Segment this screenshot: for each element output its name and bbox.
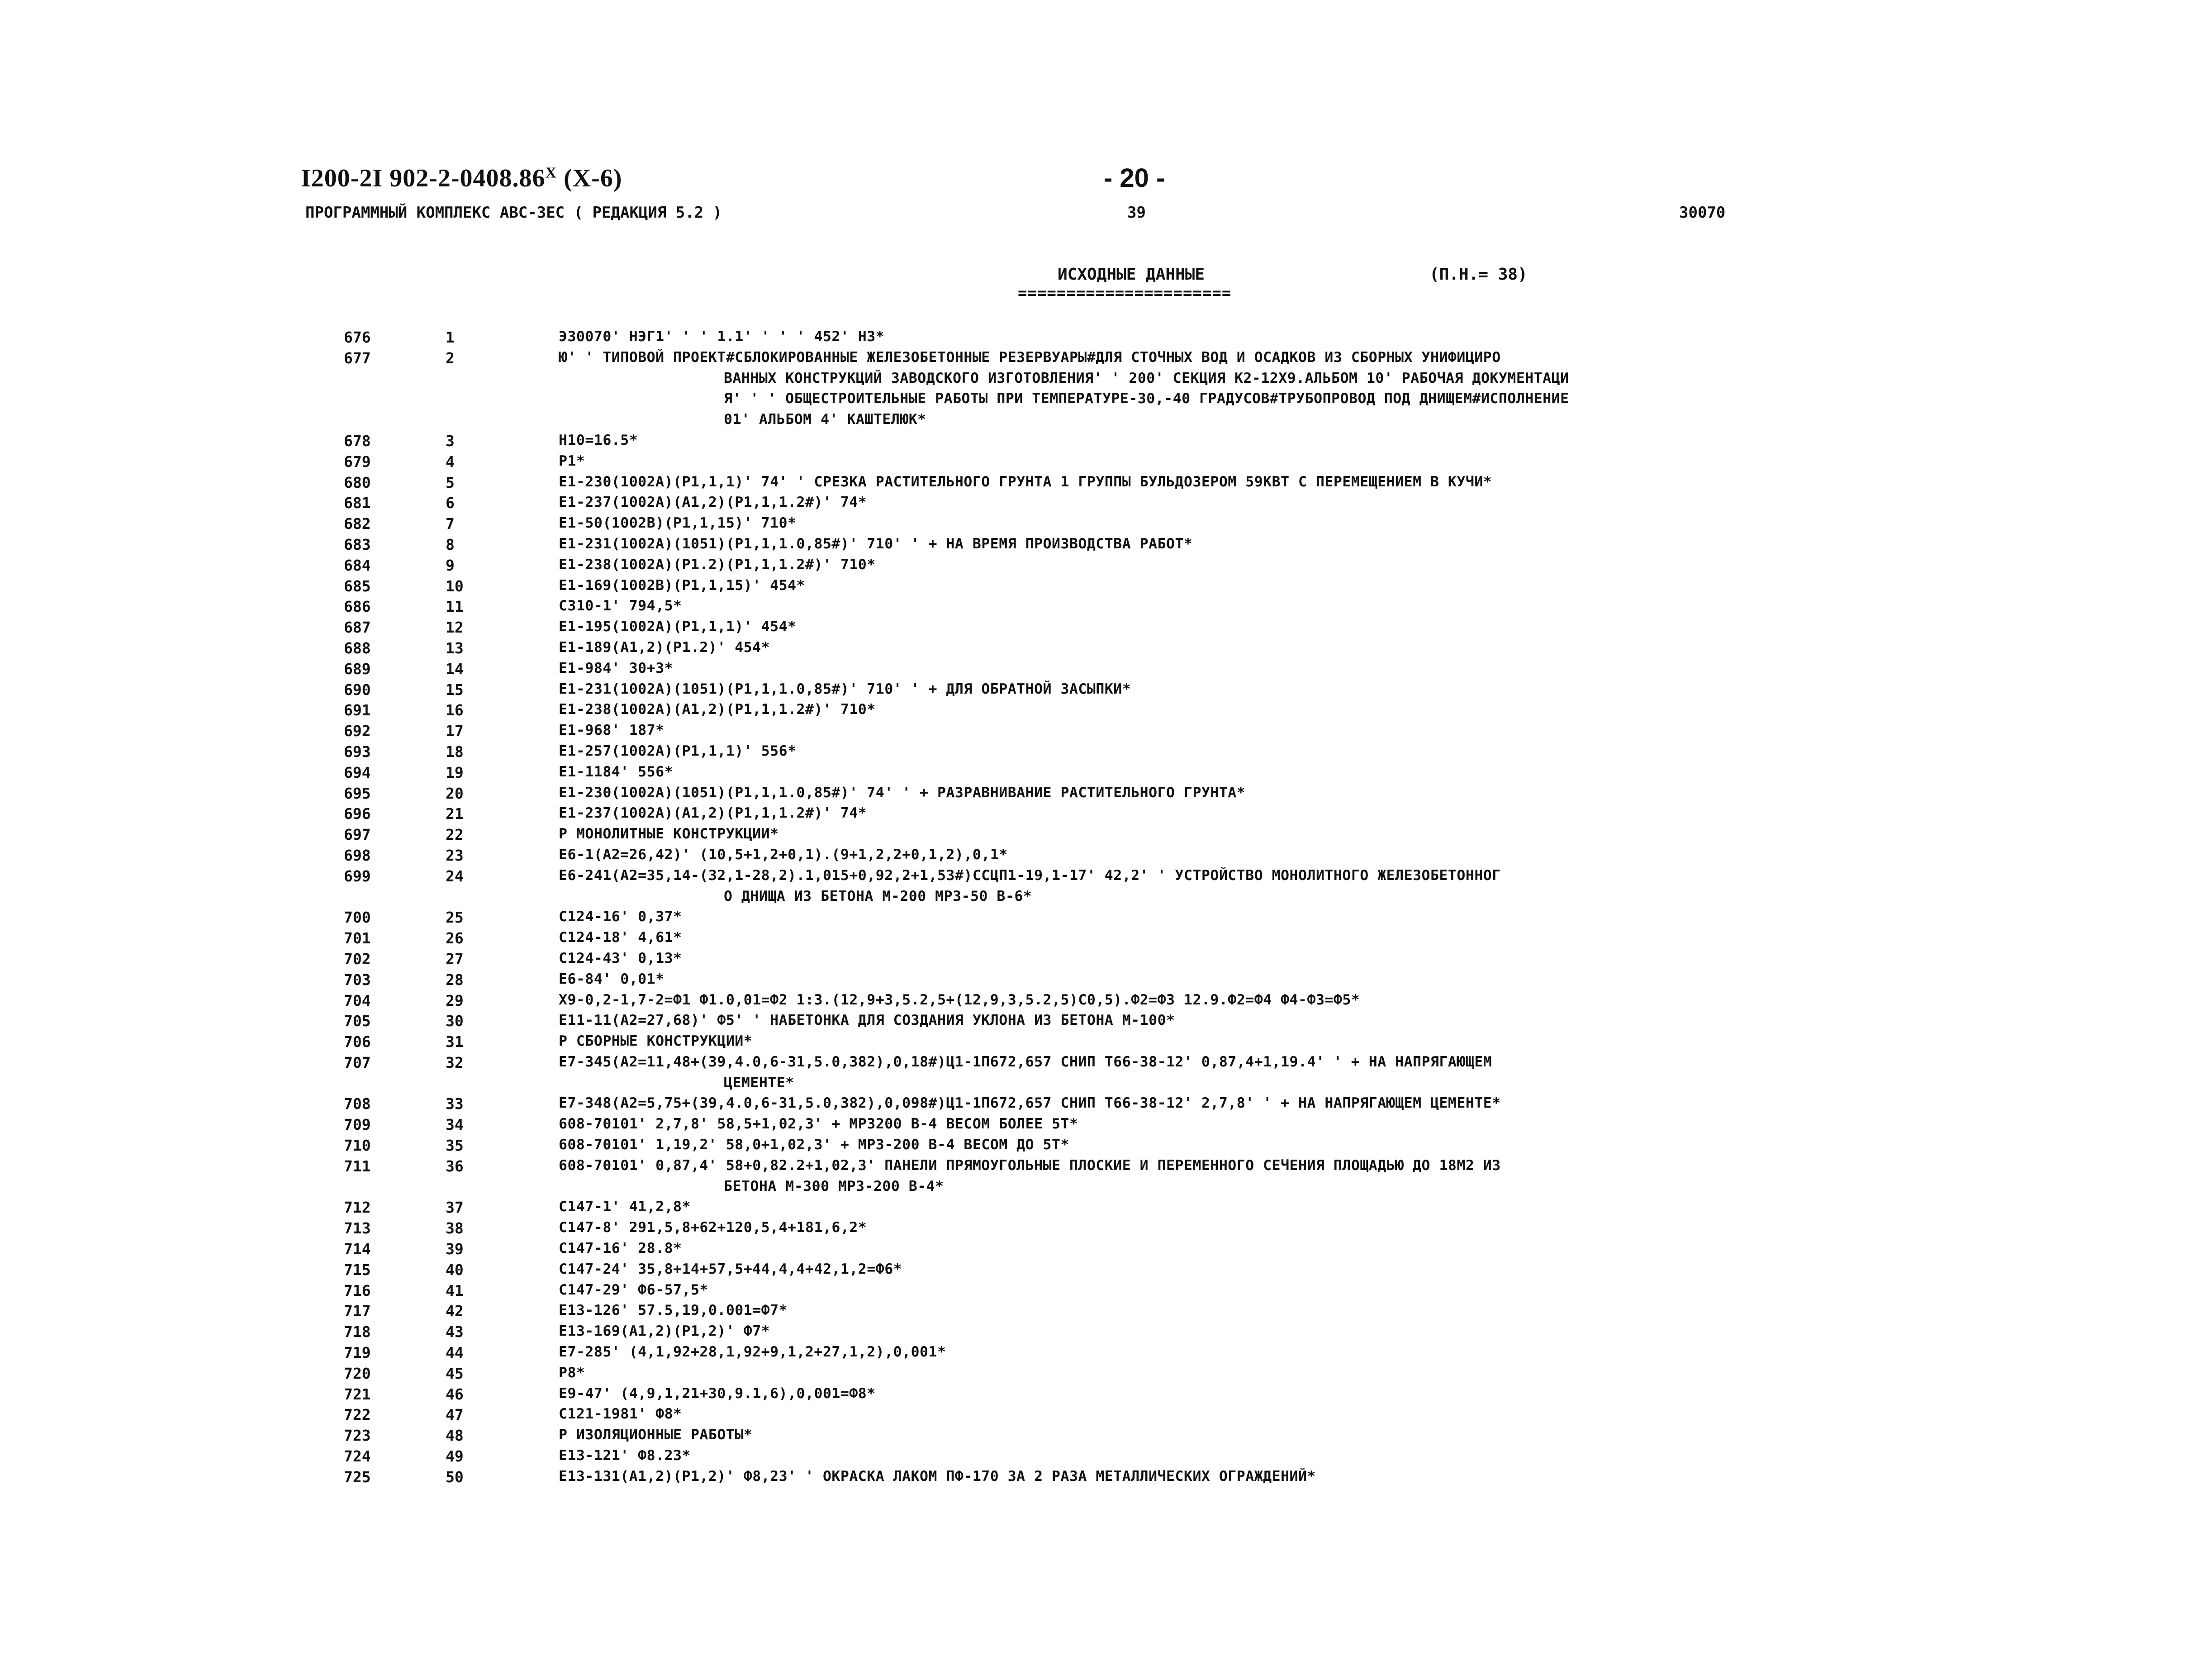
row-local-number: 19 [446,763,464,781]
listing-row [0,1261,2212,1282]
row-global-number: 718 [344,1323,371,1341]
row-text: С147-1' 41,2,8* [559,1199,691,1215]
row-global-number: 691 [344,701,371,719]
row-global-number: 690 [344,680,371,699]
row-local-number: 45 [446,1364,464,1382]
row-local-number: 24 [446,867,464,885]
row-local-number: 7 [446,515,455,533]
row-global-number: 708 [344,1095,371,1113]
listing-row [0,1240,2212,1261]
page-number: - 20 - [1104,163,1165,193]
listing-row [0,619,2212,639]
row-text: 608-70101' 0,87,4' 58+0,82.2+1,02,3' ПАНЕЛИ ПРЯМОУГОЛЬНЫЕ ПЛОСКИЕ И ПЕРЕМЕННОГО СЕЧЕНИЯ ПЛОЩАДЬЮ ДО 18М2 ИЗ [559,1157,1501,1174]
listing-row [0,950,2212,971]
row-global-number: 694 [344,763,371,781]
row-local-number: 10 [446,577,464,595]
listing-row [0,557,2212,577]
row-text: С124-16' 0,37* [559,909,682,925]
listing-row [0,1468,2212,1489]
row-global-number: 704 [344,991,371,1009]
row-text: Е1-238(1002А)(А1,2)(Р1,1,1.2#)' 710* [559,701,876,718]
row-global-number: 723 [344,1427,371,1445]
row-global-number: 713 [344,1219,371,1237]
row-continuation-text: О ДНИЩА ИЗ БЕТОНА М-200 МРЗ-50 В-6* [724,888,1032,904]
row-global-number: 717 [344,1302,371,1320]
row-local-number: 28 [446,971,464,989]
row-local-number: 31 [446,1033,464,1051]
row-text: Е6-1(А2=26,42)' (10,5+1,2+0,1).(9+1,2,2+0,1,2),0,1* [559,846,1008,863]
row-global-number: 716 [344,1281,371,1299]
row-local-number: 37 [446,1199,464,1217]
row-local-number: 49 [446,1447,464,1466]
row-global-number: 720 [344,1364,371,1382]
row-global-number: 724 [344,1447,371,1466]
listing-row [0,536,2212,557]
row-local-number: 17 [446,722,464,740]
row-global-number: 710 [344,1137,371,1155]
row-local-number: 1 [446,328,455,346]
row-global-number: 697 [344,826,371,844]
row-text: Е1-189(А1,2)(Р1.2)' 454* [559,639,770,656]
row-local-number: 41 [446,1281,464,1299]
row-text: Р СБОРНЫЕ КОНСТРУКЦИИ* [559,1033,753,1050]
row-global-number: 707 [344,1053,371,1071]
row-local-number: 11 [446,598,464,616]
row-continuation-text: ЦЕМЕНТЕ* [724,1074,794,1091]
listing-row [0,847,2212,867]
row-global-number: 679 [344,452,371,471]
row-text: Е1-237(1002А)(А1,2)(Р1,1,1.2#)' 74* [559,805,867,822]
listing-row [0,453,2212,474]
listing-row [0,1157,2212,1178]
row-global-number: 689 [344,660,371,678]
row-global-number: 686 [344,598,371,616]
row-text: Р ИЗОЛЯЦИОННЫЕ РАБОТЫ* [559,1427,753,1443]
row-local-number: 5 [446,473,455,491]
listing-row [0,826,2212,847]
listing-row [0,390,2212,411]
row-text: Е1-984' 30+3* [559,660,674,676]
row-text: Е13-121' Ф8.23* [559,1447,691,1464]
listing-row [0,764,2212,785]
listing-row [0,370,2212,391]
row-global-number: 698 [344,846,371,864]
row-local-number: 8 [446,535,455,553]
row-global-number: 681 [344,494,371,512]
row-text: Е1-230(1002А)(1051)(Р1,1,1.0,85#)' 74' ' + РАЗРАВНИВАНИЕ РАСТИТЕЛЬНОГО ГРУНТА* [559,784,1246,801]
listing-row [0,349,2212,370]
row-text: Е1-968' 187* [559,722,665,739]
row-continuation-text: Я' ' ' ОБЩЕСТРОИТЕЛЬНЫЕ РАБОТЫ ПРИ ТЕМПЕРАТУРЕ-30,-40 ГРАДУСОВ#ТРУБОПРОВОД ПОД ДНИЩЕМ#ИСПОЛНЕНИЕ [724,390,1569,407]
listing-row [0,743,2212,764]
listing-row [0,660,2212,681]
row-global-number: 714 [344,1240,371,1258]
section-underline: ====================== [1018,284,1232,302]
row-text: Е6-84' 0,01* [559,971,665,987]
row-text: Р МОНОЛИТНЫЕ КОНСТРУКЦИИ* [559,826,779,842]
row-global-number: 699 [344,867,371,885]
row-global-number: 688 [344,639,371,657]
row-global-number: 711 [344,1157,371,1175]
row-text: Р8* [559,1364,585,1381]
row-text: Е7-285' (4,1,92+28,1,92+9,1,2+27,1,2),0,001* [559,1344,946,1361]
row-global-number: 677 [344,349,371,367]
row-local-number: 50 [446,1468,464,1486]
listing-row [0,1137,2212,1157]
row-text: Е13-126' 57.5,19,0.001=Ф7* [559,1302,788,1319]
listing-row [0,1385,2212,1406]
row-text: С124-43' 0,13* [559,950,682,966]
row-global-number: 692 [344,722,371,740]
listing-row [0,1075,2212,1095]
row-global-number: 676 [344,328,371,346]
row-local-number: 15 [446,680,464,699]
listing-row [0,1323,2212,1344]
listing-row [0,411,2212,432]
row-continuation-text: 01' АЛЬБОМ 4' КАШТЕЛЮК* [724,411,926,428]
listing-row [0,1447,2212,1468]
row-text: Е1-237(1002А)(А1,2)(Р1,1,1.2#)' 74* [559,494,867,511]
row-global-number: 701 [344,929,371,947]
row-global-number: 682 [344,515,371,533]
listing-row [0,785,2212,805]
row-continuation-text: ВАННЫХ КОНСТРУКЦИЙ ЗАВОДСКОГО ИЗГОТОВЛЕНИЯ' ' 200' СЕКЦИЯ К2-12Х9.АЛЬБОМ 10' РАБОЧАЯ ДОКУМЕНТАЦИ [724,370,1569,386]
listing-row [0,1054,2212,1075]
row-text: Е1-231(1002А)(1051)(Р1,1,1.0,85#)' 710' ' + НА ВРЕМЯ ПРОИЗВОДСТВА РАБОТ* [559,535,1193,552]
listing-row [0,494,2212,515]
listing-row [0,1406,2212,1427]
row-local-number: 21 [446,805,464,823]
listing-row [0,474,2212,495]
listing-row [0,971,2212,992]
section-title: ИСХОДНЫЕ ДАННЫЕ [1058,265,1205,284]
row-text: Е1-1184' 556* [559,763,674,780]
row-text: С147-29' Ф6-57,5* [559,1281,708,1298]
listing-row [0,681,2212,702]
listing-row [0,328,2212,349]
row-text: Ю' ' ТИПОВОЙ ПРОЕКТ#СБЛОКИРОВАННЫЕ ЖЕЛЕЗОБЕТОННЫЕ РЕЗЕРВУАРЫ#ДЛЯ СТОЧНЫХ ВОД И ОСАДКОВ ИЗ СБОРНЫХ УНИФИЦИРО [559,349,1501,366]
row-local-number: 3 [446,432,455,450]
row-continuation-text: БЕТОНА М-300 МРЗ-200 В-4* [724,1178,944,1194]
row-text: Е1-231(1002А)(1051)(Р1,1,1.0,85#)' 710' ' + ДЛЯ ОБРАТНОЙ ЗАСЫПКИ* [559,680,1131,697]
listing-row [0,1344,2212,1365]
listing-row [0,888,2212,909]
row-text: Е7-345(А2=11,48+(39,4.0,6-31,5.0,382),0,18#)Ц1-1П672,657 СНИП Т66-38-12' 0,87,4+1,19.4' ' + НА НАПРЯГАЮЩЕМ [559,1053,1492,1070]
row-global-number: 683 [344,535,371,553]
document-stamp [301,164,622,193]
row-text: Е1-238(1002А)(Р1.2)(Р1,1,1.2#)' 710* [559,556,876,573]
row-text: С147-16' 28.8* [559,1240,682,1257]
listing-row [0,1282,2212,1303]
row-local-number: 48 [446,1427,464,1445]
row-text: Р1* [559,452,585,469]
row-global-number: 712 [344,1199,371,1217]
row-local-number: 47 [446,1406,464,1424]
listing-row [0,929,2212,950]
row-local-number: 46 [446,1385,464,1403]
listing-row [0,1095,2212,1116]
sheet-number: 39 [1127,204,1146,222]
listing-row [0,1178,2212,1199]
row-local-number: 14 [446,660,464,678]
program-header: ПРОГРАММНЫЙ КОМПЛЕКС АВС-3ЕС ( РЕДАКЦИЯ 5.2 ) [305,204,722,222]
row-global-number: 709 [344,1116,371,1134]
row-text: Э30070' НЭГ1' ' ' 1.1' ' ' ' 452' НЗ* [559,328,885,345]
row-global-number: 715 [344,1261,371,1279]
row-global-number: 721 [344,1385,371,1403]
listing-row [0,722,2212,743]
section-pn: (П.Н.= 38) [1429,265,1528,284]
row-local-number: 12 [446,619,464,637]
row-text: Е9-47' (4,9,1,21+30,9.1,6),0,001=Ф8* [559,1385,876,1402]
stamp-main: I200-2I 902-2-0408.86 [301,164,546,192]
row-local-number: 23 [446,846,464,864]
row-local-number: 9 [446,556,455,574]
row-local-number: 16 [446,701,464,719]
row-text: С147-24' 35,8+14+57,5+44,4,4+42,1,2=Ф6* [559,1261,902,1277]
row-global-number: 725 [344,1468,371,1486]
listing-row [0,432,2212,453]
listing-row [0,805,2212,826]
row-local-number: 33 [446,1095,464,1113]
row-global-number: 685 [344,577,371,595]
row-local-number: 27 [446,950,464,968]
row-text: Е7-348(А2=5,75+(39,4.0,6-31,5.0,382),0,098#)Ц1-1П672,657 СНИП Т66-38-12' 2,7,8' ' + НА НАПРЯГАЮЩЕМ ЦЕМЕНТЕ* [559,1095,1501,1112]
row-text: С124-18' 4,61* [559,929,682,946]
row-global-number: 722 [344,1406,371,1424]
row-global-number: 680 [344,473,371,491]
data-listing [0,328,2212,1489]
row-text: С147-8' 291,5,8+62+120,5,4+181,6,2* [559,1219,867,1236]
row-local-number: 30 [446,1012,464,1030]
row-local-number: 18 [446,742,464,761]
row-local-number: 43 [446,1323,464,1341]
listing-row [0,1365,2212,1385]
row-global-number: 678 [344,432,371,450]
listing-row [0,1199,2212,1219]
row-global-number: 693 [344,742,371,761]
row-local-number: 42 [446,1302,464,1320]
row-local-number: 40 [446,1261,464,1279]
row-global-number: 696 [344,805,371,823]
row-text: Е1-230(1002А)(Р1,1,1)' 74' ' СРЕЗКА РАСТИТЕЛЬНОГО ГРУНТА 1 ГРУППЫ БУЛЬДОЗЕРОМ 59КВТ С ПЕРЕМЕЩЕНИЕМ В КУЧИ* [559,473,1492,490]
row-local-number: 32 [446,1053,464,1071]
row-global-number: 695 [344,784,371,802]
row-text: Е1-50(1002В)(Р1,1,15)' 710* [559,515,797,532]
stamp-tail: (X-6) [557,164,622,192]
row-text: 608-70101' 2,7,8' 58,5+1,02,3' + МРЗ200 В-4 ВЕСОМ БОЛЕЕ 5Т* [559,1116,1078,1133]
listing-row [0,1116,2212,1137]
listing-row [0,577,2212,598]
listing-row [0,909,2212,929]
row-global-number: 687 [344,619,371,637]
listing-row [0,515,2212,536]
row-local-number: 4 [446,452,455,471]
listing-row [0,639,2212,660]
row-local-number: 39 [446,1240,464,1258]
row-text: Е1-195(1002А)(Р1,1,1)' 454* [559,619,797,635]
row-text: Е6-241(А2=35,14-(32,1-28,2).1,015+0,92,2+1,53#)ССЦП1-19,1-17' 42,2' ' УСТРОЙСТВО МОНОЛИТНОГО ЖЕЛЕЗОБЕТОННОГ [559,867,1501,884]
row-local-number: 29 [446,991,464,1009]
row-local-number: 2 [446,349,455,367]
row-text: Н10=16.5* [559,432,638,448]
stamp-superscript: X [545,164,557,181]
row-text: Е11-11(А2=27,68)' Ф5' ' НАБЕТОНКА ДЛЯ СОЗДАНИЯ УКЛОНА ИЗ БЕТОНА М-100* [559,1012,1175,1029]
row-text: Е13-131(А1,2)(Р1,2)' Ф8,23' ' ОКРАСКА ЛАКОМ ПФ-170 ЗА 2 РАЗА МЕТАЛЛИЧЕСКИХ ОГРАЖДЕНИЙ* [559,1468,1316,1485]
listing-row [0,1219,2212,1240]
row-text: Х9-0,2-1,7-2=Ф1 Ф1.0,01=Ф2 1:3.(12,9+3,5.2,5+(12,9,3,5.2,5)С0,5).Ф2=Ф3 12.9.Ф2=Ф4 Ф4-Ф3=Ф5* [559,991,1360,1008]
row-local-number: 38 [446,1219,464,1237]
row-text: С310-1' 794,5* [559,598,682,614]
row-local-number: 26 [446,929,464,947]
listing-row [0,1012,2212,1033]
row-local-number: 34 [446,1116,464,1134]
row-global-number: 706 [344,1033,371,1051]
listing-row [0,598,2212,619]
listing-row [0,1427,2212,1447]
row-global-number: 702 [344,950,371,968]
row-local-number: 36 [446,1157,464,1175]
listing-row [0,1033,2212,1054]
row-global-number: 719 [344,1344,371,1362]
row-local-number: 25 [446,909,464,927]
row-global-number: 700 [344,909,371,927]
row-global-number: 684 [344,556,371,574]
row-local-number: 6 [446,494,455,512]
row-local-number: 20 [446,784,464,802]
row-text: Е1-169(1002В)(Р1,1,15)' 454* [559,577,806,594]
row-local-number: 35 [446,1137,464,1155]
row-local-number: 22 [446,826,464,844]
row-global-number: 705 [344,1012,371,1030]
row-text: Е13-169(А1,2)(Р1,2)' Ф7* [559,1323,770,1340]
row-text: 608-70101' 1,19,2' 58,0+1,02,3' + МРЗ-200 В-4 ВЕСОМ ДО 5Т* [559,1137,1069,1153]
listing-row [0,867,2212,888]
row-local-number: 13 [446,639,464,657]
listing-row [0,1302,2212,1323]
listing-row [0,992,2212,1013]
row-global-number: 703 [344,971,371,989]
row-text: С121-1981' Ф8* [559,1406,682,1423]
row-text: Е1-257(1002А)(Р1,1,1)' 556* [559,742,797,759]
row-local-number: 44 [446,1344,464,1362]
object-code: 30070 [1679,204,1726,222]
listing-row [0,701,2212,722]
